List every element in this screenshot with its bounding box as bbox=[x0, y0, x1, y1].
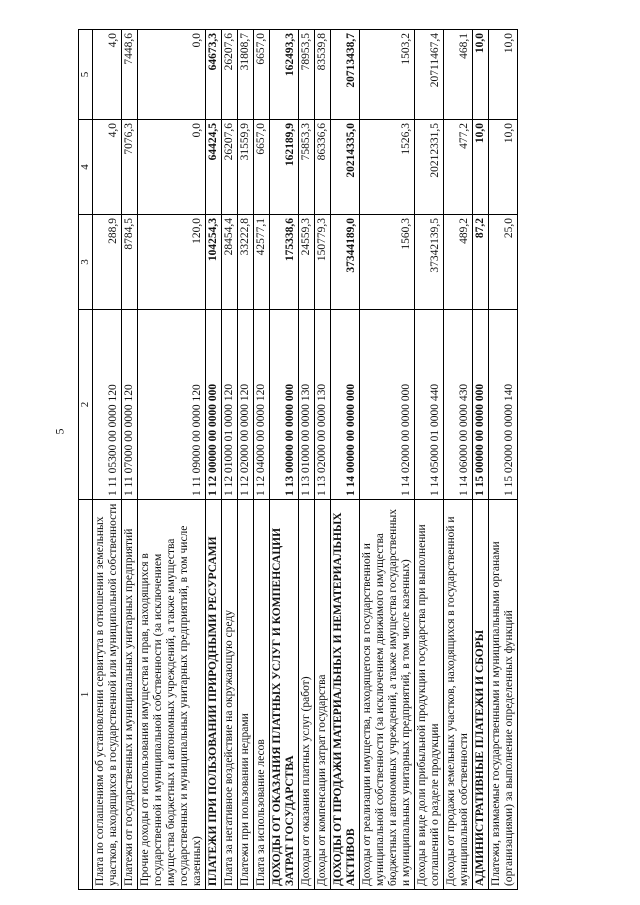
row-code-cell: 1 13 01000 00 0000 130 bbox=[299, 310, 315, 500]
row-value-col5: 26207,6 bbox=[222, 30, 238, 120]
row-value-col5: 4,0 bbox=[93, 30, 122, 120]
row-value-col5: 83539,8 bbox=[315, 30, 331, 120]
row-name-cell: ДОХОДЫ ОТ ОКАЗАНИЯ ПЛАТНЫХ УСЛУГ И КОМПЕНСАЦИИ ЗАТРАТ ГОСУДАРСТВА bbox=[270, 500, 299, 890]
header-cell: 4 bbox=[79, 120, 93, 215]
row-value-col4: 86336,6 bbox=[315, 120, 331, 215]
row-value-col3: 24559,3 bbox=[299, 215, 315, 310]
row-value-col4: 477,2 bbox=[444, 120, 473, 215]
table-row bbox=[331, 30, 360, 890]
page-number: 5 bbox=[52, 428, 67, 435]
row-value-col4: 6657,0 bbox=[254, 120, 270, 215]
header-row bbox=[79, 30, 93, 890]
row-name-cell: ДОХОДЫ ОТ ПРОДАЖИ МАТЕРИАЛЬНЫХ И НЕМАТЕРИАЛЬНЫХ АКТИВОВ bbox=[331, 500, 360, 890]
row-value-col5: 0,0 bbox=[138, 30, 206, 120]
header-cell: 1 bbox=[79, 500, 93, 890]
row-value-col4: 10,0 bbox=[473, 120, 489, 215]
row-value-col4: 20212331,5 bbox=[415, 120, 444, 215]
row-value-col3: 37344189,0 bbox=[331, 215, 360, 310]
row-value-col3: 104254,3 bbox=[206, 215, 222, 310]
row-value-col3: 489,2 bbox=[444, 215, 473, 310]
row-name-cell: АДМИНИСТРАТИВНЫЕ ПЛАТЕЖИ И СБОРЫ bbox=[473, 500, 489, 890]
row-value-col3: 1560,3 bbox=[360, 215, 415, 310]
header-cell: 5 bbox=[79, 30, 93, 120]
table-row bbox=[415, 30, 444, 890]
row-code-cell: 1 11 07000 00 0000 120 bbox=[122, 310, 138, 500]
row-value-col5: 1503,2 bbox=[360, 30, 415, 120]
row-value-col3: 42577,1 bbox=[254, 215, 270, 310]
row-value-col5: 20713438,7 bbox=[331, 30, 360, 120]
table-row bbox=[254, 30, 270, 890]
row-value-col5: 468,1 bbox=[444, 30, 473, 120]
row-value-col5: 64673,3 bbox=[206, 30, 222, 120]
table-row bbox=[444, 30, 473, 890]
row-value-col4: 4,0 bbox=[93, 120, 122, 215]
row-value-col4: 31559,9 bbox=[238, 120, 254, 215]
row-value-col5: 78953,5 bbox=[299, 30, 315, 120]
row-code-cell: 1 15 02000 00 0000 140 bbox=[489, 310, 518, 500]
row-value-col4: 26207,6 bbox=[222, 120, 238, 215]
row-code-cell: 1 14 02000 00 0000 000 bbox=[360, 310, 415, 500]
row-value-col3: 25,0 bbox=[489, 215, 518, 310]
table-row bbox=[122, 30, 138, 890]
row-code-cell: 1 14 00000 00 0000 000 bbox=[331, 310, 360, 500]
row-code-cell: 1 12 01000 01 0000 120 bbox=[222, 310, 238, 500]
row-value-col3: 175338,6 bbox=[270, 215, 299, 310]
row-value-col3: 150779,3 bbox=[315, 215, 331, 310]
table-row bbox=[299, 30, 315, 890]
table-row bbox=[315, 30, 331, 890]
row-name-cell: Доходы от реализации имущества, находящегося в государственной и муниципальной собственности (за исключением движимого имущества бюджетных и автономных учреждений, а также имущества государственных и муниципальных унитарных предприятий, в том числе казенных) bbox=[360, 500, 415, 890]
row-code-cell: 1 14 05000 01 0000 440 bbox=[415, 310, 444, 500]
table-row bbox=[238, 30, 254, 890]
table-row bbox=[360, 30, 415, 890]
row-name-cell: Платежи при пользовании недрами bbox=[238, 500, 254, 890]
row-value-col3: 120,0 bbox=[138, 215, 206, 310]
row-code-cell: 1 12 02000 00 0000 120 bbox=[238, 310, 254, 500]
table-row bbox=[222, 30, 238, 890]
row-value-col4: 162189,9 bbox=[270, 120, 299, 215]
row-code-cell: 1 15 00000 00 0000 000 bbox=[473, 310, 489, 500]
table-row bbox=[206, 30, 222, 890]
row-name-cell: Плата по соглашениям об установлении сервитута в отношении земельных участков, находящихся в государственной или муниципальной собственности bbox=[93, 500, 122, 890]
row-name-cell: Плата за использование лесов bbox=[254, 500, 270, 890]
row-value-col5: 7448,6 bbox=[122, 30, 138, 120]
row-name-cell: Доходы в виде доли прибыльной продукции государства при выполнении соглашений о разделе продукции bbox=[415, 500, 444, 890]
row-value-col4: 10,0 bbox=[489, 120, 518, 215]
row-value-col3: 33222,8 bbox=[238, 215, 254, 310]
row-name-cell: Плата за негативное воздействие на окружающую среду bbox=[222, 500, 238, 890]
row-value-col4: 75853,3 bbox=[299, 120, 315, 215]
revenue-table bbox=[78, 29, 518, 890]
row-code-cell: 1 11 05300 00 0000 120 bbox=[93, 310, 122, 500]
row-value-col4: 20214335,0 bbox=[331, 120, 360, 215]
row-name-cell: Прочие доходы от использования имущества и прав, находящихся в государственной и муниципальной собственности (за исключением имущества бюджетных и автономных учреждений, а также имущества государственных и муниципальных унитарных предприятий, в том числе казенных) bbox=[138, 500, 206, 890]
row-name-cell: Доходы от оказания платных услуг (работ) bbox=[299, 500, 315, 890]
row-value-col5: 31808,7 bbox=[238, 30, 254, 120]
row-code-cell: 1 13 00000 00 0000 000 bbox=[270, 310, 299, 500]
row-value-col3: 37342139,5 bbox=[415, 215, 444, 310]
header-cell: 3 bbox=[79, 215, 93, 310]
row-name-cell: Доходы от компенсации затрат государства bbox=[315, 500, 331, 890]
row-value-col4: 7076,3 bbox=[122, 120, 138, 215]
row-value-col3: 28454,4 bbox=[222, 215, 238, 310]
row-value-col5: 10,0 bbox=[489, 30, 518, 120]
row-value-col5: 20711467,4 bbox=[415, 30, 444, 120]
row-name-cell: Платежи, взимаемые государственными и муниципальными органами (организациями) за выполнение определенных функций bbox=[489, 500, 518, 890]
row-value-col5: 10,0 bbox=[473, 30, 489, 120]
row-value-col3: 8784,5 bbox=[122, 215, 138, 310]
table-row bbox=[473, 30, 489, 890]
table-row bbox=[93, 30, 122, 890]
row-name-cell: Платежи от государственных и муниципальных унитарных предприятий bbox=[122, 500, 138, 890]
header-cell: 2 bbox=[79, 310, 93, 500]
row-code-cell: 1 14 06000 00 0000 430 bbox=[444, 310, 473, 500]
row-value-col3: 288,9 bbox=[93, 215, 122, 310]
row-name-cell: Доходы от продажи земельных участков, находящихся в государственной и муниципальной собственности bbox=[444, 500, 473, 890]
row-name-cell: ПЛАТЕЖИ ПРИ ПОЛЬЗОВАНИИ ПРИРОДНЫМИ РЕСУРСАМИ bbox=[206, 500, 222, 890]
table-row bbox=[489, 30, 518, 890]
row-code-cell: 1 12 00000 00 0000 000 bbox=[206, 310, 222, 500]
row-code-cell: 1 11 09000 00 0000 120 bbox=[138, 310, 206, 500]
row-value-col4: 0,0 bbox=[138, 120, 206, 215]
row-value-col3: 87,2 bbox=[473, 215, 489, 310]
rotated-page bbox=[78, 30, 608, 890]
row-value-col5: 162493,3 bbox=[270, 30, 299, 120]
table-row bbox=[138, 30, 206, 890]
table-row bbox=[270, 30, 299, 890]
row-code-cell: 1 12 04000 00 0000 120 bbox=[254, 310, 270, 500]
row-value-col4: 1526,3 bbox=[360, 120, 415, 215]
row-value-col5: 6657,0 bbox=[254, 30, 270, 120]
row-value-col4: 64424,5 bbox=[206, 120, 222, 215]
row-code-cell: 1 13 02000 00 0000 130 bbox=[315, 310, 331, 500]
